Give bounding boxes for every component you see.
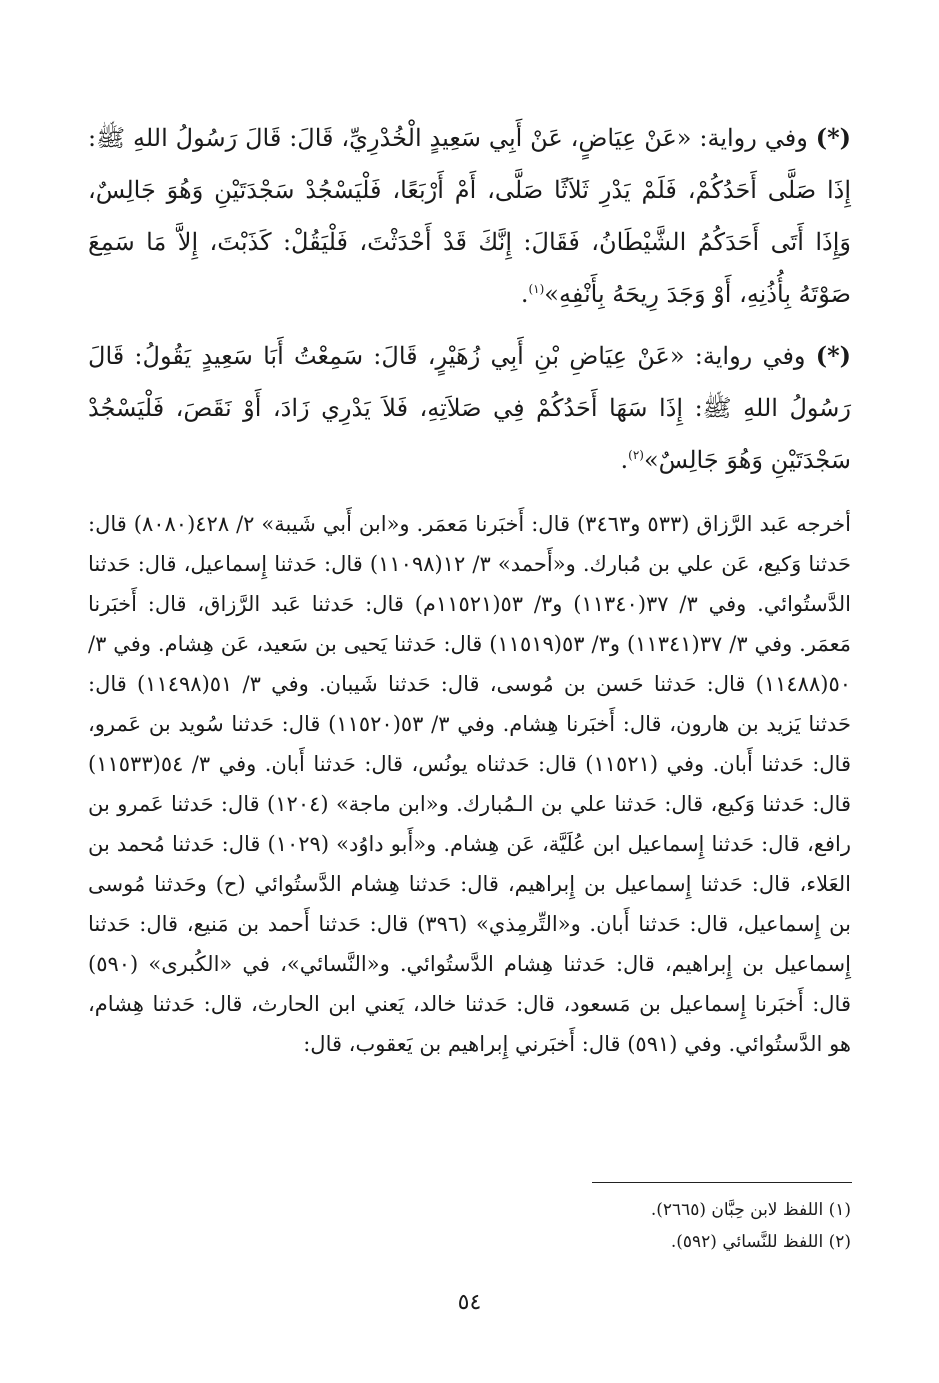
narration-1 (88, 112, 851, 320)
narration-marker: (*) (815, 341, 852, 370)
narration-end: . (620, 446, 629, 474)
footnote-separator (592, 1182, 852, 1183)
narration-end: . (520, 280, 529, 308)
takhrij-paragraph: أخرجه عَبد الرَّزاق (٥٣٣ و٣٤٦٣) قال: أَخبَرنا مَعمَر. و«ابن أَبي شَيبة» ٢/ ٤٢٨(٨٠٨٠) قال: حَدثنا وَكيع، عَن علي بن مُبارك. و«أَحمد» ٣/ ١٢(١١٠٩٨) قال: حَدثنا إِسماعيل، قال: حَدثنا الدَّستُوائي. وفي ٣/ ٣٧(١١٣٤٠) و٣/ ٥٣(١١٥٢١م) قال: حَدثنا عَبد الرَّزاق، قال: أَخبَرنا مَعمَر. وفي ٣/ ٣٧(١١٣٤١) و٣/ ٥٣(١١٥١٩) قال: حَدثنا يَحيى بن سَعيد، عَن هِشام. وفي ٣/ ٥٠(١١٤٨٨) قال: حَدثنا حَسن بن مُوسى، قال: حَدثنا شَيبان. وفي ٣/ ٥١(١١٤٩٨) قال: حَدثنا يَزيد بن هارون، قال: أَخبَرنا هِشام. وفي ٣/ ٥٣(١١٥٢٠) قال: حَدثنا سُويد بن عَمرو، قال: حَدثنا أَبان. وفي (١١٥٢١) قال: حَدثناه يونُس، قال: حَدثنا أَبان. وفي ٣/ ٥٤(١١٥٣٣) قال: حَدثنا وَكيع، قال: حَدثنا علي بن الـمُبارك. و«ابن ماجة» (١٢٠٤) قال: حَدثنا عَمرو بن رافع، قال: حَدثنا إِسماعيل ابن عُلَيَّة، عَن هِشام. و«أَبو داوُد» (١٠٢٩) قال: حَدثنا مُحمد بن العَلاء، قال: حَدثنا إِسماعيل بن إِبراهيم، قال: حَدثنا هِشام الدَّستُوائي (ح) وحَدثنا مُوسى بن إِسماعيل، قال: حَدثنا أَبان. و«التِّرمِذي» (٣٩٦) قال: حَدثنا أَحمد بن مَنيع، قال: حَدثنا إِسماعيل بن إِبراهيم، قال: حَدثنا هِشام الدَّستُوائي. و«النَّسائي»، في «الكُبرى» (٥٩٠) قال: أَخبَرنا إِسماعيل بن مَسعود، قال: حَدثنا خالد، يَعني ابن الحارث، قال: حَدثنا هِشام، هو الدَّستُوائي. وفي (٥٩١) قال: أَخبَرني إِبراهيم بن يَعقوب، قال: (88, 512, 852, 1056)
footnote-ref-2: (٢) (628, 448, 644, 462)
footnotes (88, 1194, 851, 1258)
narration-2 (88, 330, 851, 486)
footnote-1: (١) اللفظ لابن حِبَّان (٢٦٦٥). (650, 1200, 851, 1220)
main-text (88, 112, 851, 1064)
footnote-2: (٢) اللفظ للنَّسائي (٥٩٢). (670, 1232, 851, 1252)
page-number: ٥٤ (457, 1290, 482, 1315)
narration-text: وفي رواية: «عَنْ عِيَاضٍ، عَنْ أَبِي سَعِيدٍ الْخُدْرِيِّ، قَالَ: قَالَ رَسُولُ اللهِ ﷺ: إِذَا صَلَّى أَحَدُكُمْ، فَلَمْ يَدْرِ ثَلاَثًا صَلَّى، أَمْ أَرْبَعًا، فَلْيَسْجُدْ سَجْدَتَيْنِ وَهُوَ جَالِسٌ، وَإِذَا أَتَى أَحَدَكُمُ الشَّيْطَانُ، فَقَالَ: إِنَّكَ قَدْ أَحْدَثْتَ، فَلْيَقُلْ: كَذَبْتَ، إِلاَّ مَا سَمِعَ صَوْتَهُ بِأُذُنِهِ، أَوْ وَجَدَ رِيحَهُ بِأَنْفِهِ» (88, 124, 851, 308)
narration-marker: (*) (815, 123, 851, 152)
narration-text: وفي رواية: «عَنْ عِيَاضِ بْنِ أَبِي زُهَيْرٍ، قَالَ: سَمِعْتُ أَبَا سَعِيدٍ يَقُولُ: قَالَ رَسُولُ اللهِ ﷺ: إِذَا سَهَا أَحَدُكُمْ فِي صَلاَتِهِ، فَلاَ يَدْرِي زَادَ، أَوْ نَقَصَ، فَلْيَسْجُدْ سَجْدَتَيْنِ وَهُوَ جَالِسٌ» (88, 342, 851, 474)
footnote-ref-1: (١) (528, 282, 545, 296)
